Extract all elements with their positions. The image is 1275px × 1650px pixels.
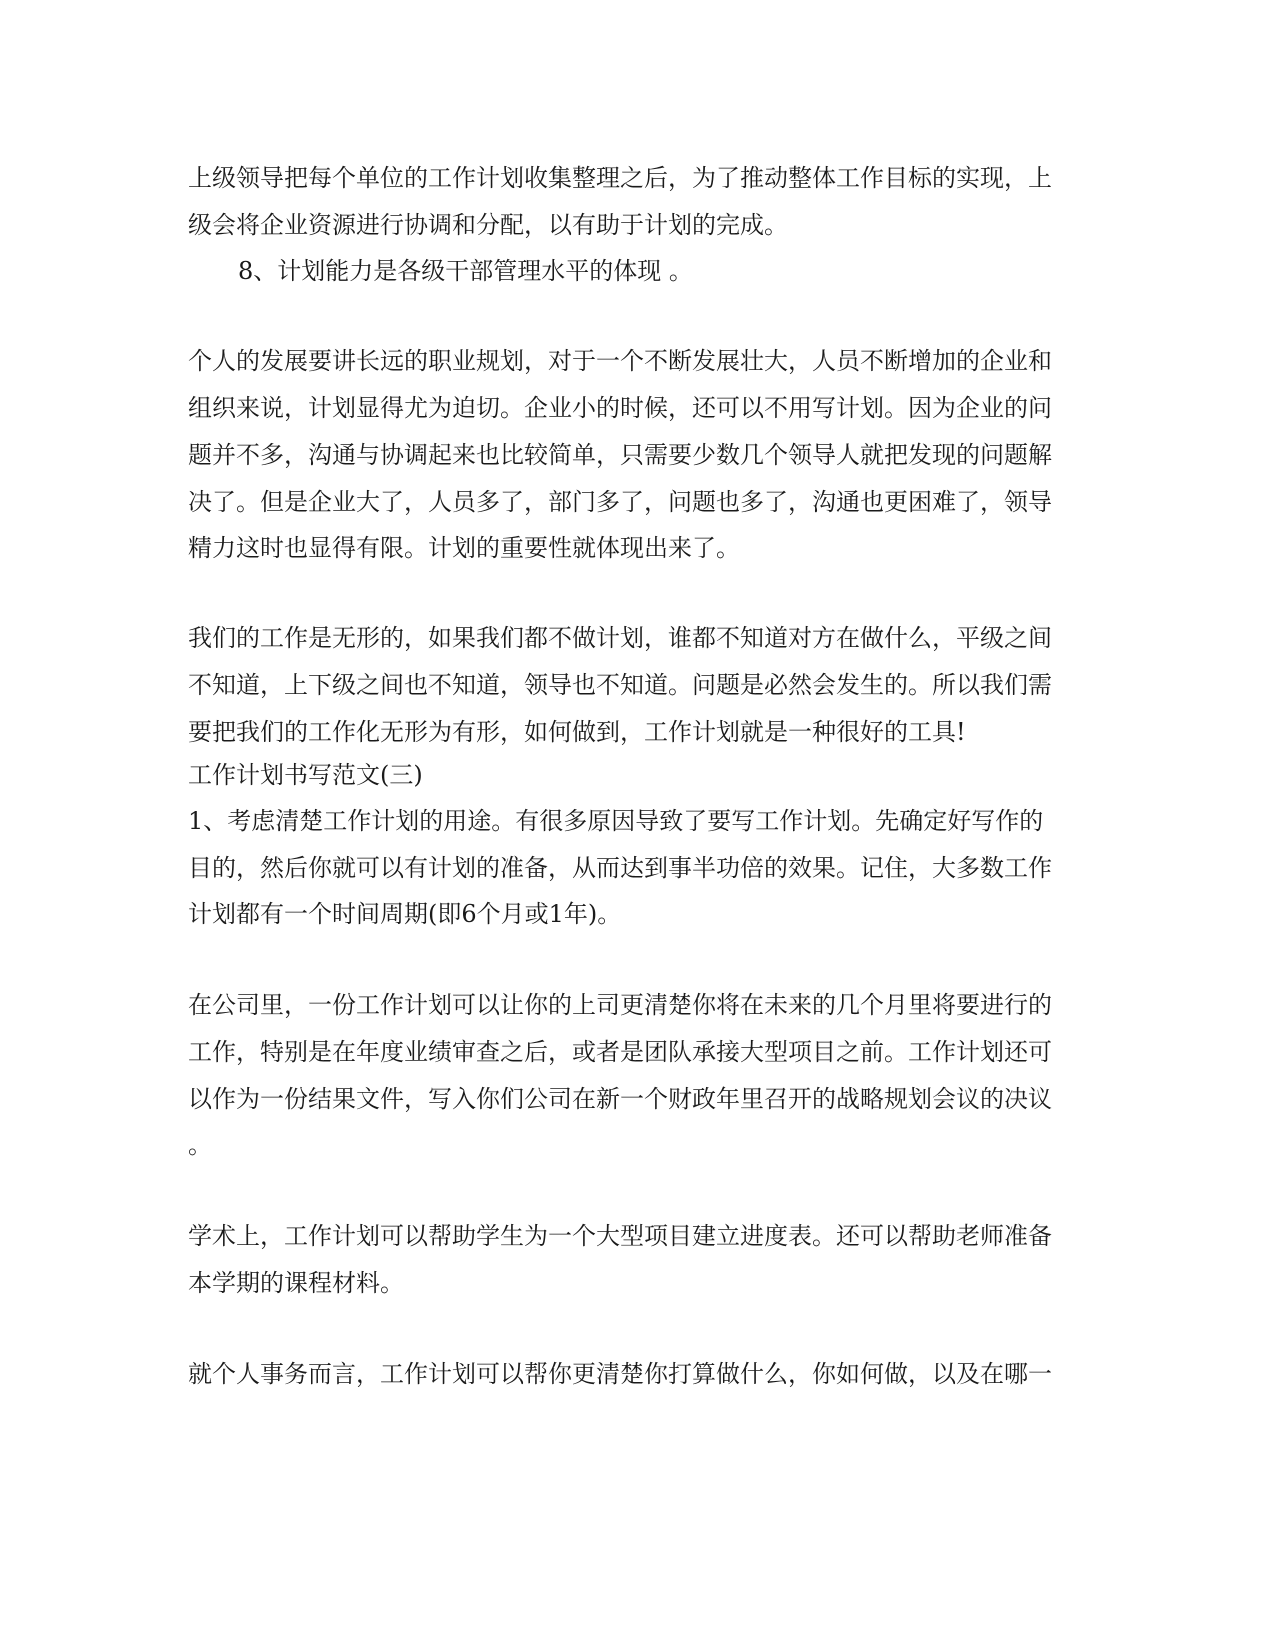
text-line: 学术上，工作计划可以帮助学生为一个大型项目建立进度表。还可以帮助老师准备 — [188, 1222, 1052, 1250]
text-line: 组织来说，计划显得尤为迫切。企业小的时候，还可以不用写计划。因为企业的问 — [188, 394, 1052, 422]
text-line: 目的，然后你就可以有计划的准备，从而达到事半功倍的效果。记住，大多数工作 — [188, 854, 1052, 882]
text-line: 题并不多，沟通与协调起来也比较简单，只需要少数几个领导人就把发现的问题解 — [188, 441, 1052, 469]
text-line: 个人的发展要讲长远的职业规划，对于一个不断发展壮大，人员不断增加的企业和 — [188, 347, 1052, 375]
text-line: 不知道，上下级之间也不知道，领导也不知道。问题是必然会发生的。所以我们需 — [188, 671, 1052, 699]
text-line: 要把我们的工作化无形为有形，如何做到，工作计划就是一种很好的工具! — [188, 718, 966, 746]
text-line: 决了。但是企业大了，人员多了，部门多了，问题也多了，沟通也更困难了，领导 — [188, 488, 1052, 516]
text-line: 1、考虑清楚工作计划的用途。有很多原因导致了要写工作计划。先确定好写作的 — [188, 807, 1044, 835]
numbered-heading: 8、计划能力是各级干部管理水平的体现 。 — [238, 257, 693, 285]
text-line: 以作为一份结果文件，写入你们公司在新一个财政年里召开的战略规划会议的决议 — [188, 1085, 1052, 1113]
text-line: 就个人事务而言，工作计划可以帮你更清楚你打算做什么，你如何做，以及在哪一 — [188, 1360, 1052, 1388]
text-line: 本学期的课程材料。 — [188, 1269, 404, 1297]
text-line: 精力这时也显得有限。计划的重要性就体现出来了。 — [188, 534, 740, 562]
text-line: 上级领导把每个单位的工作计划收集整理之后，为了推动整体工作目标的实现，上 — [188, 164, 1052, 192]
text-line: 级会将企业资源进行协调和分配，以有助于计划的完成。 — [188, 211, 788, 239]
text-line: 在公司里，一份工作计划可以让你的上司更清楚你将在未来的几个月里将要进行的 — [188, 991, 1052, 1019]
text-line: 工作，特别是在年度业绩审查之后，或者是团队承接大型项目之前。工作计划还可 — [188, 1038, 1052, 1066]
text-line: 计划都有一个时间周期(即6个月或1年)。 — [188, 900, 622, 928]
section-heading: 工作计划书写范文(三) — [188, 761, 423, 789]
text-line: 我们的工作是无形的，如果我们都不做计划，谁都不知道对方在做什么，平级之间 — [188, 624, 1052, 652]
text-line: 。 — [188, 1131, 212, 1159]
